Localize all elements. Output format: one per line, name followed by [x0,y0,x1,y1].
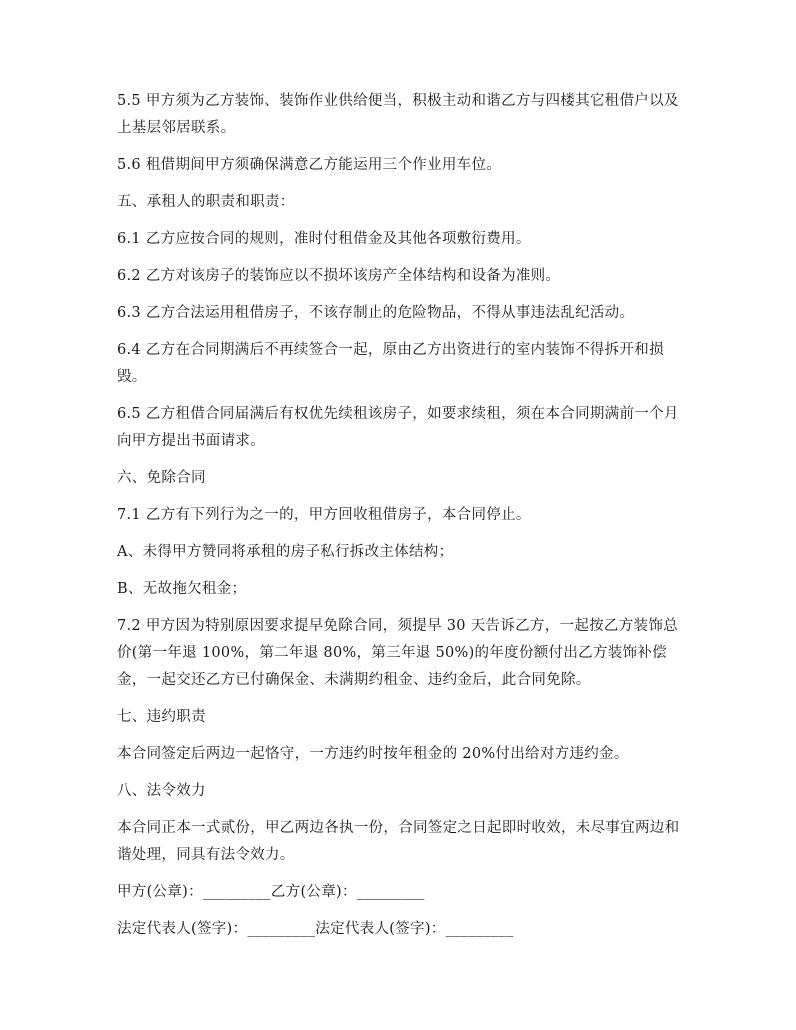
clause-7-2: 7.2 甲方因为特别原因要求提早免除合同，须提早 30 天告诉乙方，一起按乙方装饰总价(第一年退 100%，第二年退 80%，第三年退 50%)的年度份额付出乙方装饰补偿金，一起交还乙方已付确保金、未满期约租金、违约金后，此合同免除。 [117,618,678,688]
section-heading-6: 六、免除合同 [117,470,206,486]
document-body [117,88,687,953]
clause-5-5: 5.5 甲方须为乙方装饰、装饰作业供给便当，积极主动和谐乙方与四楼其它租借户以及上基层邻居联系。 [117,93,679,136]
clause-6-4: 6.4 乙方在合同期满后不再续签合一起，原由乙方出资进行的室内装饰不得拆开和损毁。 [117,342,664,385]
section-heading-7: 七、违约职责 [117,709,206,725]
section-heading-5: 五、承租人的职责和职责： [117,194,295,210]
clause-5-6: 5.6 租借期间甲方须确保满意乙方能运用三个作业用车位。 [117,157,502,173]
validity-clause: 本合同正本一式贰份，甲乙两边各执一份，合同签定之日起即时收效，未尽事宜两边和谐处理，同具有法令效力。 [117,820,680,863]
clause-6-2: 6.2 乙方对该房子的装饰应以不损坏该房产全体结构和设备为准则。 [117,268,561,284]
section-heading-8: 八、法令效力 [117,783,206,799]
clause-6-1: 6.1 乙方应按合同的规则，准时付租借金及其他各项敷衍费用。 [117,231,531,247]
clause-7-1-b: B、无故拖欠租金； [117,581,247,597]
clause-7-1-a: A、未得甲方赞同将承租的房子私行拆改主体结构； [117,544,454,560]
seal-line: 甲方(公章)：_________乙方(公章)：_________ [117,884,425,900]
signature-line: 法定代表人(签字)：_________法定代表人(签字)：_________ [117,921,514,937]
clause-7-1: 7.1 乙方有下列行为之一的，甲方回收租借房子，本合同停止。 [117,507,531,523]
breach-clause: 本合同签定后两边一起恪守，一方违约时按年租金的 20%付出给对方违约金。 [117,746,629,762]
clause-6-5: 6.5 乙方租借合同届满后有权优先续租该房子，如要求续租，须在本合同期满前一个月向甲方提出书面请求。 [117,406,679,449]
clause-6-3: 6.3 乙方合法运用租借房子，不该存制止的危险物品，不得从事违法乱纪活动。 [117,305,635,321]
